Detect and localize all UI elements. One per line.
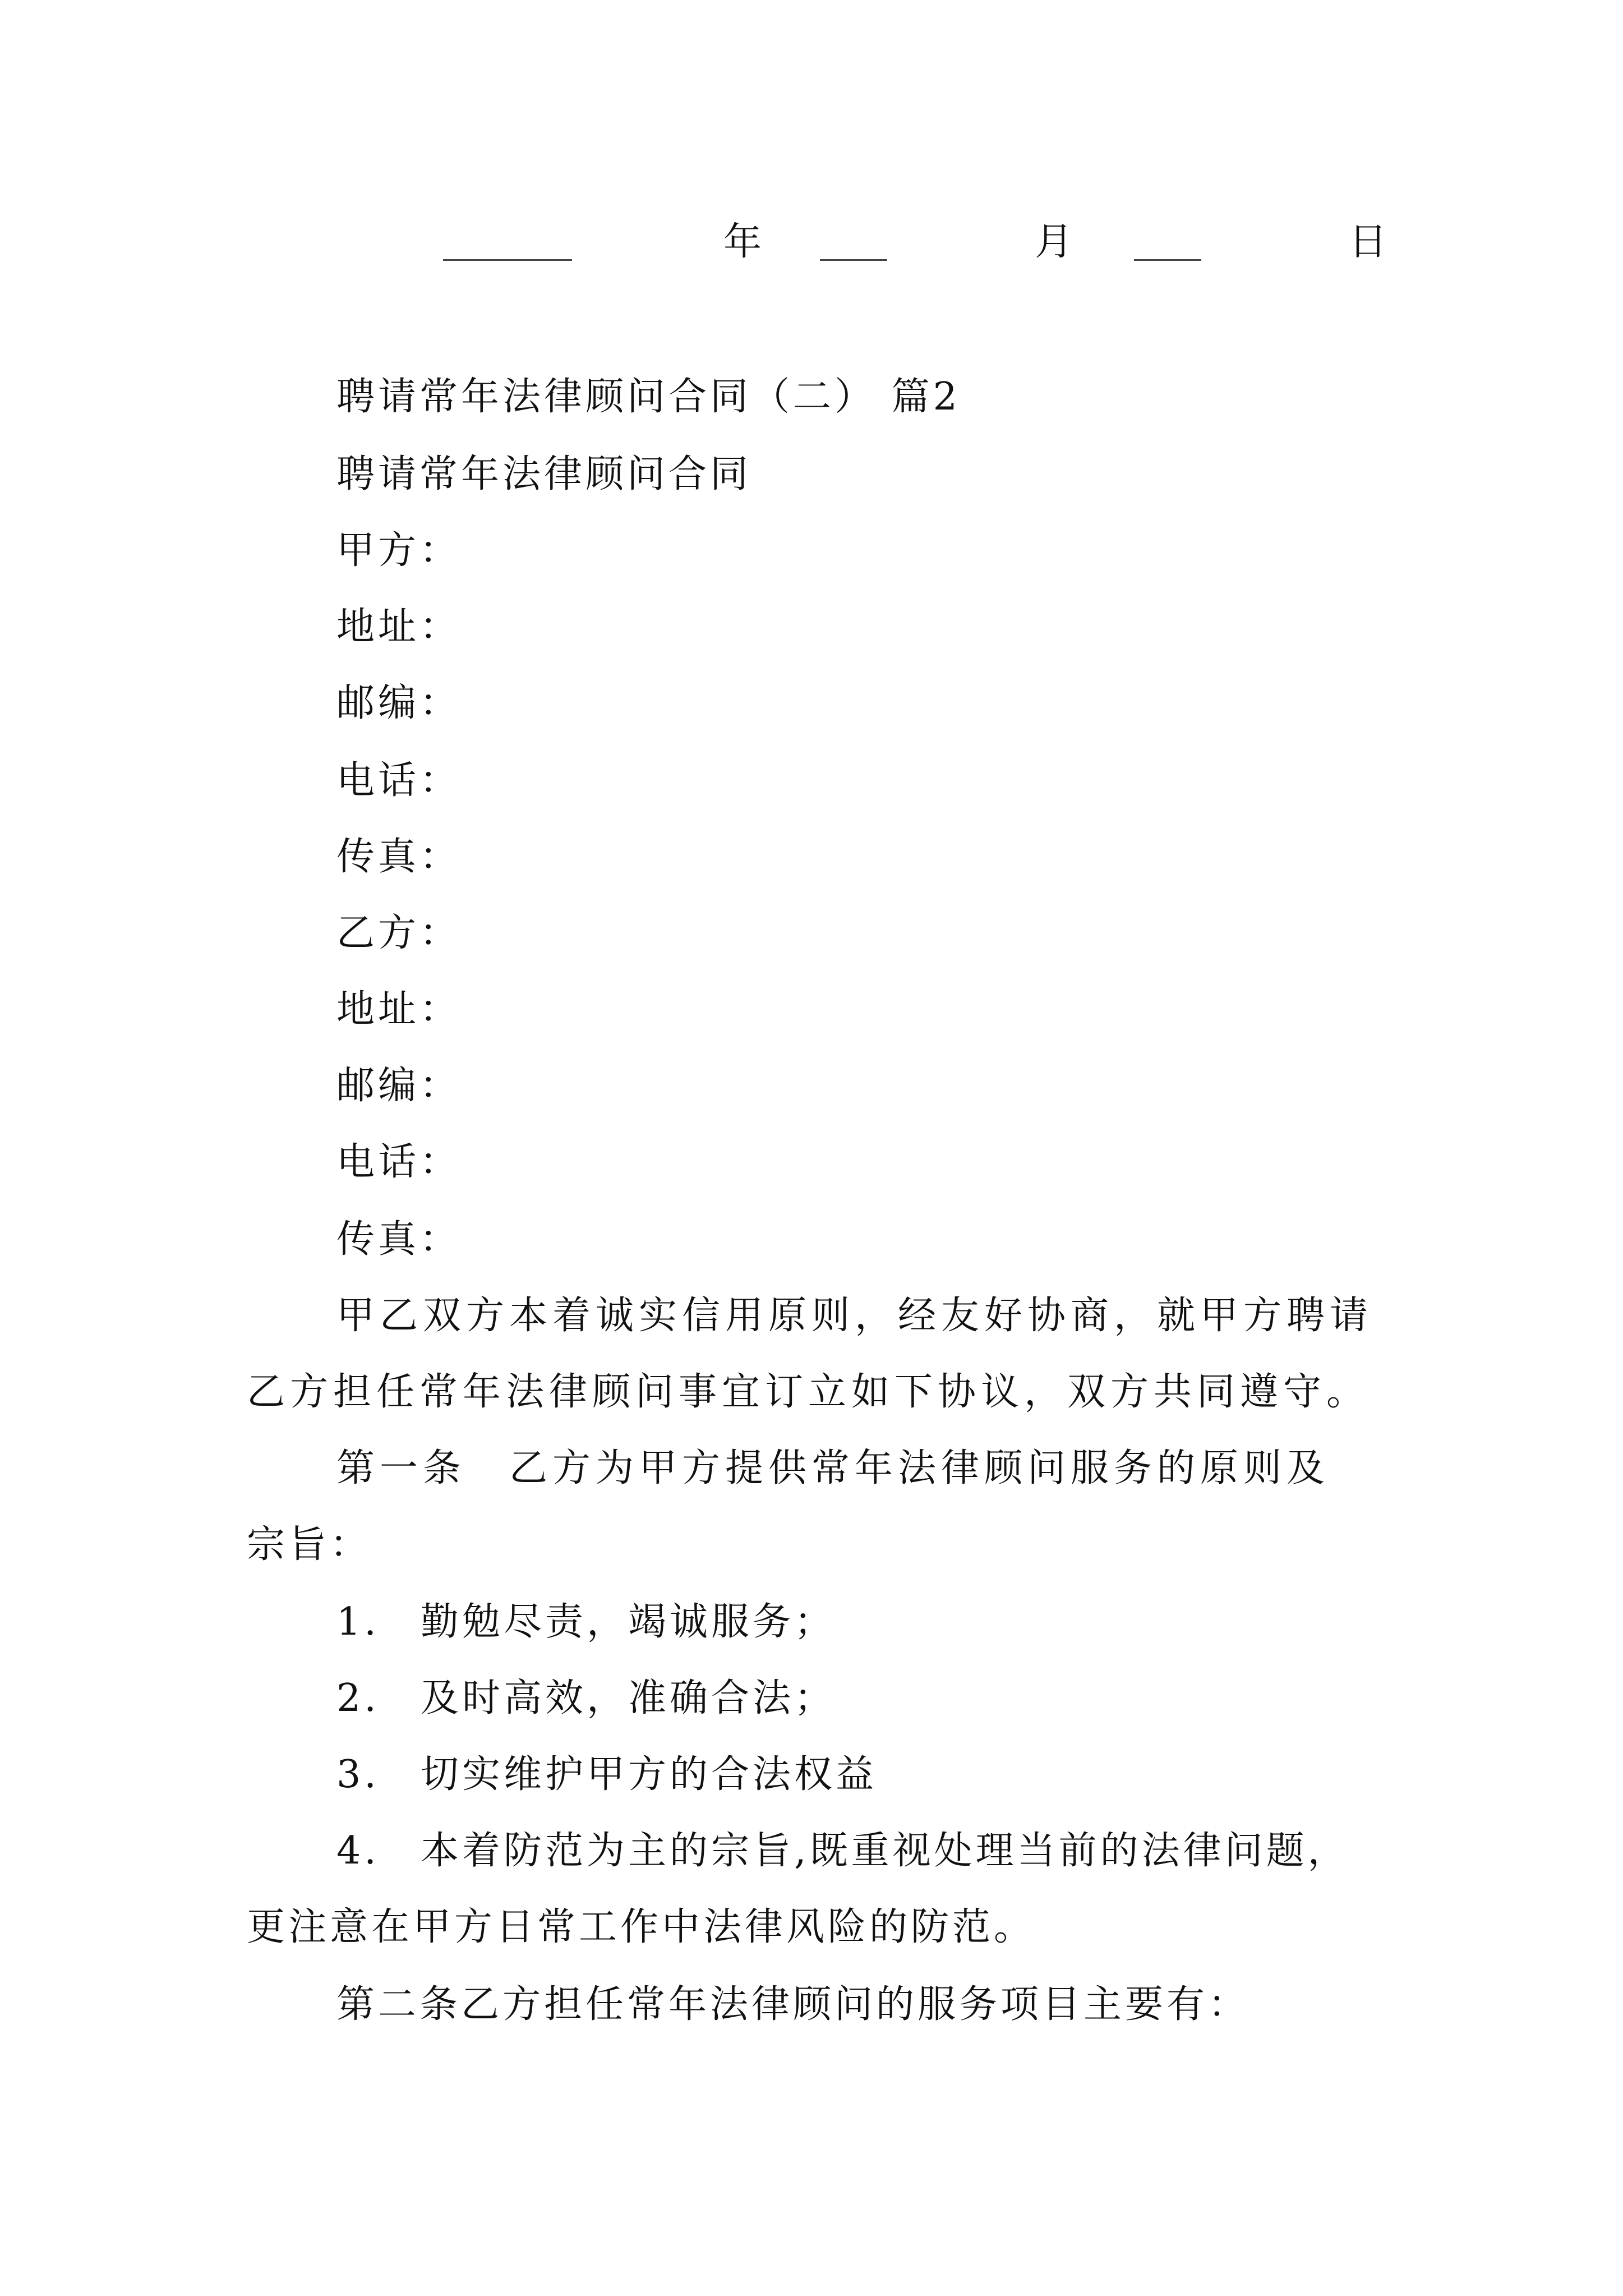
month-label: 月 xyxy=(1035,220,1073,264)
party-b-phone-label: 电话： xyxy=(336,1140,462,1184)
intro-line-2: 乙方担任常年法律顾问事宜订立如下协议，双方共同遵守。 xyxy=(247,1370,1370,1414)
party-b-postcode-label: 邮编： xyxy=(336,1064,462,1108)
section-heading: 聘请常年法律顾问合同（二） 篇2 xyxy=(336,375,961,419)
party-b-fax-label: 传真： xyxy=(336,1217,462,1262)
principle-text: 勤勉尽责，竭诚服务； xyxy=(421,1600,836,1644)
day-blank xyxy=(1134,259,1201,261)
party-a-name-label: 甲方： xyxy=(336,528,462,573)
principle-text: 切实维护甲方的合法权益 xyxy=(421,1752,878,1797)
party-b-name-label: 乙方： xyxy=(336,911,462,955)
contract-title: 聘请常年法律顾问合同 xyxy=(336,452,752,496)
party-b-address-label: 地址： xyxy=(336,987,462,1032)
intro-line-1: 甲乙双方本着诚实信用原则，经友好协商，就甲方聘请 xyxy=(336,1294,1373,1338)
party-a-postcode-label: 邮编： xyxy=(336,681,462,725)
year-blank xyxy=(443,259,572,261)
article-2: 第二条乙方担任常年法律顾问的服务项目主要有： xyxy=(336,1982,1250,2027)
principle-number: 2. xyxy=(336,1676,380,1720)
year-label: 年 xyxy=(723,220,762,264)
principle-item xyxy=(336,1600,836,1645)
principle-number: 4. xyxy=(336,1829,380,1873)
party-a-phone-label: 电话： xyxy=(336,758,462,803)
party-a-address-label: 地址： xyxy=(336,605,462,649)
principle-item xyxy=(336,1676,836,1721)
party-a-fax-label: 传真： xyxy=(336,835,462,879)
principle-item xyxy=(336,1752,877,1797)
principle-number: 3. xyxy=(336,1752,380,1797)
month-blank xyxy=(820,259,887,261)
day-label: 日 xyxy=(1349,220,1387,264)
principle-item xyxy=(336,1829,1349,1874)
principle-number: 1. xyxy=(336,1600,380,1644)
principle-text: 及时高效，准确合法； xyxy=(421,1676,836,1720)
principle-text: 本着防范为主的宗旨,既重视处理当前的法律问题， xyxy=(421,1829,1349,1873)
principle-4-continuation: 更注意在甲方日常工作中法律风险的防范。 xyxy=(247,1905,1036,1949)
article-1-line-2: 宗旨： xyxy=(247,1522,372,1567)
article-1-line-1: 第一条 乙方为甲方提供常年法律顾问服务的原则及 xyxy=(336,1446,1330,1490)
